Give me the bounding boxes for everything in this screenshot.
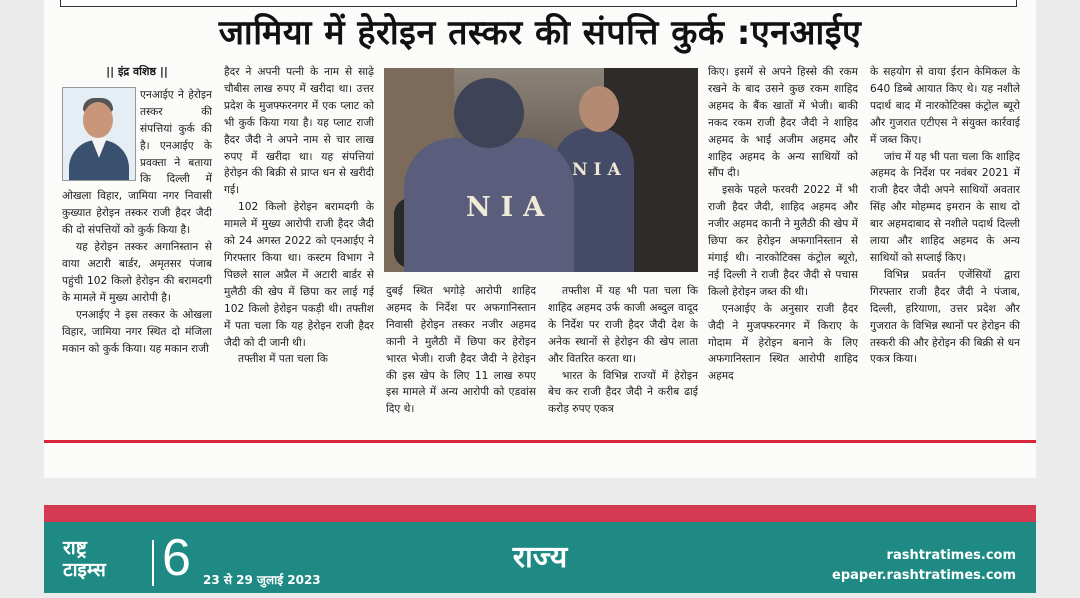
brand-line: टाइम्स — [63, 559, 106, 581]
article-column-3 — [386, 283, 536, 438]
photo-nia-label: NIA — [572, 160, 627, 180]
paragraph: जांच में यह भी पता चला कि शाहिद अहमद के निर्देश पर नवंबर 2021 में राजी हैदर जैदी अपने साथियों अवतार सिंह और मोहम्मद इमरान के साथ दो बार अहमदाबाद से नशीले पदार्थ दिल्ली लाया और शाहिद अहमद के अन्य साथियों को सप्लाई किए। — [870, 150, 1020, 264]
epaper-link[interactable]: epaper.rashtratimes.com — [832, 568, 1016, 583]
byline: || इंद्र वशिष्ठ || — [106, 65, 168, 78]
paragraph: यह हेरोइन तस्कर अगानिस्तान से वाया अटारी बार्डर, अमृतसर पंजाब पहुंची 102 किलो हेरोइन की बरामदगी के मामले में मुख्य आरोपी है। — [62, 241, 212, 304]
paragraph: एनआईए के अनुसार राजी हैदर जैदी ने मुजफ्फरनगर में किराए के गोदाम में हेरोइन बनाने के लिए अफगानिस्तान स्थित आरोपी शाहिद अहमद — [708, 302, 858, 383]
paragraph: के सहयोग से वाया ईरान केमिकल के 640 डिब्बे आयात किए थे। यह नशीले पदार्थ बाद में नारकोटिक्स कंट्रोल ब्यूरो और गुजरात एटीएस ने संयुक्त कार्रवाई में जब्त किए। — [870, 66, 1020, 146]
headline: जामिया में हेरोइन तस्कर की संपत्ति कुर्क :एनआईए — [218, 13, 862, 53]
nia-officers-photo — [384, 68, 698, 272]
paragraph: 102 किलो हेरोइन बरामदगी के मामले में मुख्य आरोपी राजी हैदर जैदी को 24 अगस्त 2022 को एनआईए ने गिरफ्तार किया था। कस्टम विभाग ने पिछले साल अप्रैल में अटारी बार्डर से मुलैठी की खेप में छिपा कर लाई गई 102 किलो हेरोइन पकड़ी थी। तफ्तीश में पता चला कि यह हेरोइन राजी हैदर जैदी को दी जानी थी। — [224, 201, 374, 349]
section-title: राज्य — [512, 540, 568, 575]
paragraph: तफ्तीश में पता चला कि — [238, 353, 328, 366]
bottom-rule — [44, 440, 1036, 443]
lead-paragraph: एनआईए ने हेरोइन तस्कर की संपत्तियां कुर्क की है। एनआईए के प्रवक्ता ने बताया कि दिल्ली में ओखला विहार, जामिया नगर निवासी कुख्यात हेरोइन तस्कर राजी हैदर जैदी की दो संपत्तियों को कुर्क किया है। — [62, 88, 212, 237]
website-link[interactable]: rashtratimes.com — [886, 548, 1016, 563]
paragraph: इसके पहले फरवरी 2022 में भी राजी हैदर जैदी, शाहिद अहमद और नजीर अहमद कानी ने मुलैठी की खेप में छिपा कर हेरोइन अफगानिस्तान से मंगाई थी। नारकोटिक्स कंट्रोल ब्यूरो, नई दिल्ली ने राजी हैदर जैदी से पचास किलो हेरोइन जब्त की थी। — [708, 184, 858, 298]
paragraph: विभिन्न प्रवर्तन एजेंसियों द्वारा गिरफ्तार राजी हैदर जैदी ने पंजाब, दिल्ली, हरियाणा, उत्तर प्रदेश और गुजरात के विभिन्न स्थानों पर हेरोइन की तस्करी की और हेरोइन की बिक्री से धन एकत्र किया। — [870, 268, 1020, 366]
article-column-1 — [62, 64, 212, 438]
brand-line: राष्ट्र — [63, 537, 87, 559]
article-column-6 — [870, 64, 1020, 438]
paragraph: भारत के विभिन्न राज्यों में हेरोइन बेच कर राजी हैदर जैदी ने करीब ढाई करोड़ रुपए एकत्र — [548, 369, 698, 416]
paragraph: एनआईए ने इस तस्कर के ओखला विहार, जामिया नगर स्थित दो मंजिला मकान को कुर्क किया। यह मकान राजी — [62, 308, 212, 355]
paragraph: तफ्तीश में यह भी पता चला कि शाहिद अहमद उर्फ काजी अब्दुल वादूद के निर्देश पर राजी हैदर जैदी देश के अनेक स्थानों से हेरोइन की खेप लाता और वितरित करता था। — [548, 285, 698, 365]
article-column-2 — [224, 64, 374, 438]
article-column-4 — [548, 283, 698, 438]
website-block — [832, 546, 1016, 586]
photo-nia-label: NIA — [466, 192, 555, 223]
page-number: 6 — [162, 529, 191, 587]
article-column-5 — [708, 64, 858, 438]
paragraph: किए। इसमें से अपने हिस्से की रकम रखने के बाद उसने कुछ रकम शाहिद अहमद के बैंक खातों में भेजी। बाकी नकद रकम राजी हैदर जैदी ने शाहिद अहमद के भाई अजीम अहमद और शाहिद अहमद के अन्य साथियों को सौंप दी। — [708, 66, 858, 180]
paragraph: दुबई स्थित भगोड़े आरोपी शाहिद अहमद के निर्देश पर अफगानिस्तान निवासी हेरोइन तस्कर नजीर अहमद कानी ने मुलैठी में छिपा कर हेरोइन भारत भेजी। राजी हैदर जैदी ने हेरोइन की इस खेप के लिए 11 लाख रुपए इस मामले में अन्य आरोपी को एडवांस दिए थे। — [386, 285, 536, 416]
top-frame-line — [60, 0, 1017, 7]
issue-dates: 23 से 29 जुलाई 2023 — [203, 573, 321, 587]
author-photo — [62, 87, 136, 181]
paragraph: हैदर ने अपनी पत्नी के नाम से साढ़े चौबीस लाख रुपए में खरीदा था। उत्तर प्रदेश के मुजफ्फरनगर में एक प्लाट को भी कुर्क किया गया है। यह प्लाट राजी हैदर जैदी ने अपने नाम से चार लाख रुपए में खरीदा था। यह संपत्तियां हेरोइन की बिक्री से प्राप्त धन से खरीदी गई। — [224, 66, 374, 197]
footer-red-strip — [44, 505, 1036, 522]
